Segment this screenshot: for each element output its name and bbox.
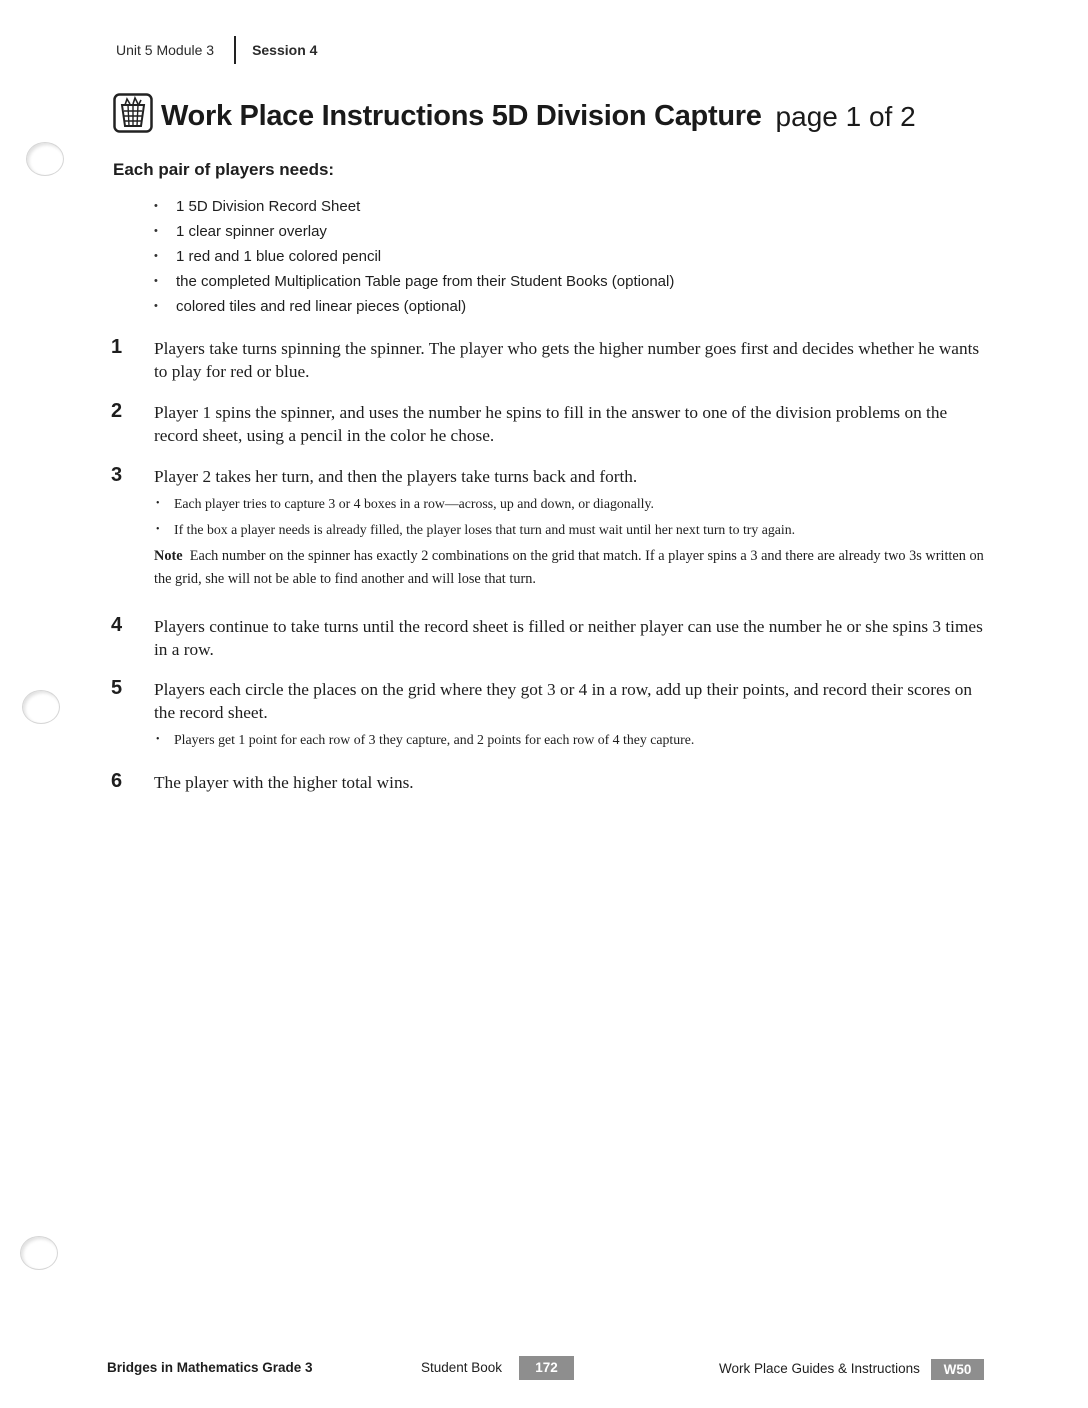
page-header [116,36,317,64]
note-label: Note [154,548,183,564]
basket-icon [113,93,153,133]
step-text: Players continue to take turns until the record sheet is filled or neither player can use the number he or she spins 3 times in a row. [154,617,983,659]
footer-student-book: Student Book [421,1360,503,1375]
step-bullet: • If the box a player needs is already filled, the player loses that turn and must wait until her next turn to try again. [154,520,991,540]
list-item: • 1 clear spinner overlay [154,219,674,244]
step-text: Player 1 spins the spinner, and uses the number he spins to fill in the answer to one of the division problems on the record sheet, using a pencil in the color he chose. [154,403,948,445]
footer-book-title: Bridges in Mathematics Grade 3 [107,1360,313,1375]
step-2 [111,401,991,447]
step-4 [111,615,991,661]
page-title: Work Place Instructions 5D Division Capture [161,100,762,132]
step-5 [111,678,991,750]
list-item: • the completed Multiplication Table page from their Student Books (optional) [154,269,674,294]
step-3 [111,465,991,591]
list-item: • 1 red and 1 blue colored pencil [154,244,674,269]
page-of-label: page 1 of 2 [775,101,916,132]
page-number-badge: 172 [519,1356,574,1380]
list-item: • colored tiles and red linear pieces (optional) [154,294,674,319]
step-number: 2 [111,400,123,422]
step-1 [111,337,991,383]
step-bullet: • Each player tries to capture 3 or 4 boxes in a row—across, up and down, or diagonally. [154,494,991,514]
hole-punch-middle [22,690,60,724]
step-number: 4 [111,614,123,636]
step-text: Players take turns spinning the spinner. The player who gets the higher number goes first and decides whether he wants to play for red or blue. [154,339,980,381]
title-row [113,93,916,133]
unit-module-label: Unit 5 Module 3 [116,42,215,58]
step-number: 5 [111,677,123,699]
step-text: Player 2 takes her turn, and then the players take turns back and forth. [154,467,638,486]
list-item: • 1 5D Division Record Sheet [154,194,674,219]
section-code-badge: W50 [931,1359,984,1380]
header-divider [234,36,236,64]
page-footer [107,1356,987,1382]
step-bullet: • Players get 1 point for each row of 3 they capture, and 2 points for each row of 4 they capture. [154,730,991,750]
step-text: The player with the higher total wins. [154,773,414,792]
hole-punch-top [26,142,64,176]
step-number: 3 [111,464,123,486]
step-6 [111,771,991,794]
step-number: 6 [111,770,123,792]
needs-heading: Each pair of players needs: [113,160,335,179]
needs-list [154,194,674,319]
footer-section: Work Place Guides & Instructions [719,1361,920,1376]
step-note [154,545,991,591]
step-text: Players each circle the places on the grid where they got 3 or 4 in a row, add up their points, and record their scores on the record sheet. [154,680,973,722]
hole-punch-bottom [20,1236,58,1270]
step-number: 1 [111,336,123,358]
note-text: Each number on the spinner has exactly 2 combinations on the grid that match. If a player spins a 3 and there are already two 3s written on the grid, she will not be able to find another and will lose that turn. [154,548,984,587]
session-label: Session 4 [252,42,318,58]
